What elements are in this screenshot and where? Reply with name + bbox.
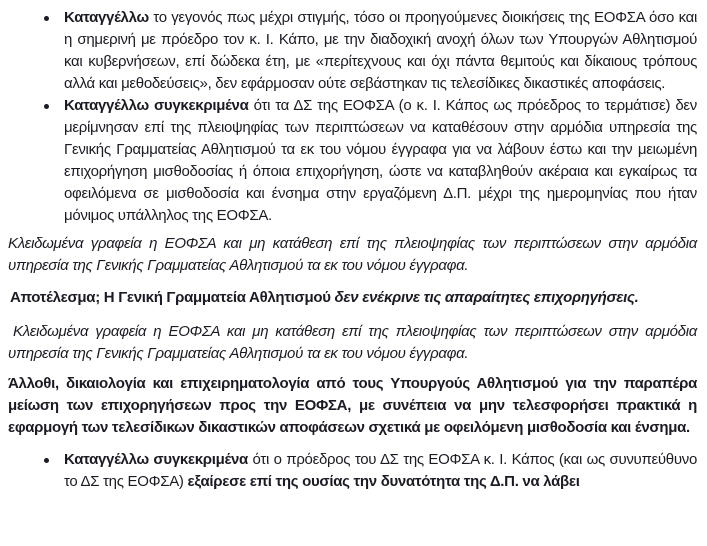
bullet3-bold-end-text: εξαίρεσε επί της ουσίας την δυνατότητα της Δ.Π. να λάβει	[187, 473, 580, 490]
bullet-icon	[44, 458, 49, 463]
paragraph-locked-offices: Κλειδωμένα γραφεία η ΕΟΦΣΑ και μη κατάθεση επί της πλειοψηφίας των περιπτώσεων στην αρμόδια υπηρεσία της Γενικής Γραμματείας Αθλητισμού τα εκ του νόμου έγγραφα.	[8, 235, 697, 274]
bullet2-lead-text: Καταγγέλλω συγκεκριμένα	[64, 97, 249, 114]
bullet1-body-text: το γεγονός πως μέχρι στιγμής, τόσο οι προηγούμενες διοικήσεις της ΕΟΦΣΑ όσο και η σημερινή με πρόεδρο τον κ. Ι. Κάπο, με την διαδοχική ανοχή όλων των Υπουργών Αθλητισμού και κυβερνήσεων, επί δώδεκα έτη, με «περίτεχνους και όχι πάντα θεμιτούς και δίκαιους τρόπους αλλά και μεθοδεύσεις», δεν εφάρμοσαν ούτε σεβάστηκαν τις τελεσίδικες δικαστικές αποφάσεις.	[64, 9, 697, 92]
paragraph-locked-offices-repeat: Κλειδωμένα γραφεία η ΕΟΦΣΑ και μη κατάθεση επί της πλειοψηφίας των περιπτώσεων στην αρμόδια υπηρεσία της Γενικής Γραμματείας Αθλητισμού τα εκ του νόμου έγγραφα.	[8, 323, 697, 362]
paragraph-result	[8, 287, 697, 309]
bullet3-mid-text: ότι ο πρόεδρος του ΔΣ της ΕΟΦΣΑ κ. Ι. Κάπος (και ως συνυπεύθυνο το ΔΣ της ΕΟΦΣΑ)	[64, 451, 697, 490]
bullet-item-denounce-general	[8, 7, 697, 95]
result-bold-text: Αποτέλεσμα; Η Γενική Γραμματεία Αθλητισμού	[10, 289, 335, 306]
complaints-bullet-list-bottom	[8, 449, 697, 493]
bullet2-body-text: ότι τα ΔΣ της ΕΟΦΣΑ (ο κ. Ι. Κάπος ως πρόεδρος το τερμάτισε) δεν μερίμνησαν επί της πλειοψηφίας των περιπτώσεων να καταθέσουν στην αρμόδια υπηρεσία της Γενικής Γραμματείας Αθλητισμού τα εκ του νόμου έγγραφα για να λάβουν έστω και την μειωμένη επιχορήγηση μισθοδοσίας ή όποια επιχορήγηση, ώστε να καταβληθούν ακέραια και εγκαίρως τα οφειλόμενα σε μισθοδοσία και ένσημα στην εργαζόμενη Δ.Π. μέχρι της ημερομηνίας που ήταν μόνιμος υπάλληλος της ΕΟΦΣΑ.	[64, 97, 697, 224]
complaints-bullet-list	[8, 7, 697, 227]
bullet-icon	[44, 16, 49, 21]
bullet-item-denounce-president	[8, 449, 697, 493]
result-bold-italic-text: δεν ενέκρινε τις απαραίτητες επιχορηγήσεις.	[334, 289, 639, 306]
bullet3-lead-text: Καταγγέλλω συγκεκριμένα	[64, 451, 248, 468]
bullet1-lead-text: Καταγγέλλω	[64, 9, 149, 26]
bullet-item-denounce-specific	[8, 95, 697, 227]
bullet-icon	[44, 104, 49, 109]
paragraph-alibi: Άλλοθι, δικαιολογία και επιχειρηματολογία από τους Υπουργούς Αθλητισμού για την παραπέρα μείωση των επιχορηγήσεων προς την ΕΟΦΣΑ, με συνέπεια να μην τελεσφορήσει πρακτικά η εφαρμογή των τελεσίδικων δικαστικών αποφάσεων σχετικά με οφειλόμενη μισθοδοσία και ένσημα.	[8, 375, 697, 436]
